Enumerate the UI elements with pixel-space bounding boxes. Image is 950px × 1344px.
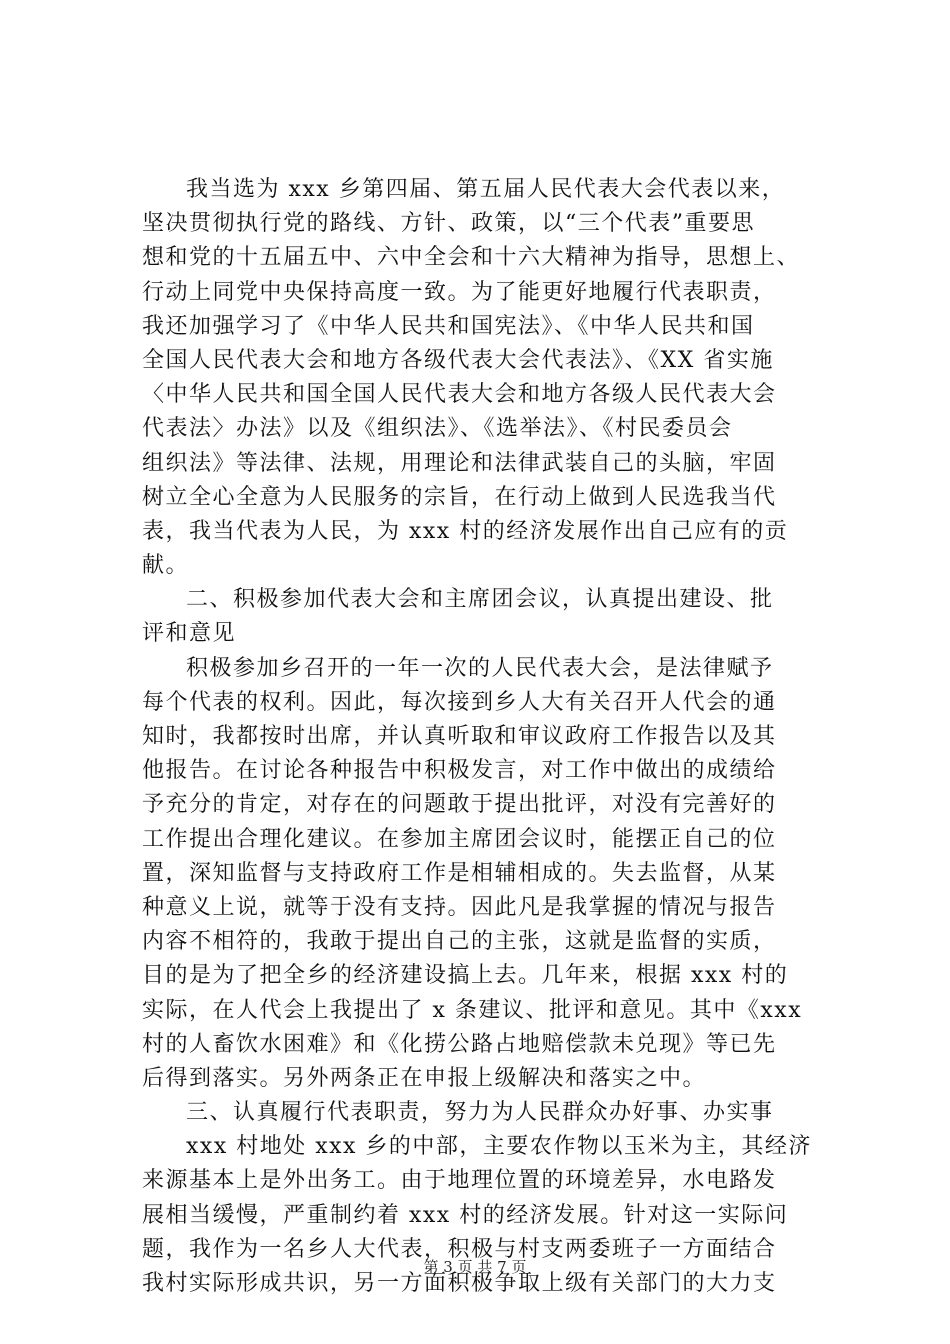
text-line: 献。: [142, 553, 190, 579]
text-line: 目的是为了把全乡的经济建设搞上去。几年来，根据 xxx 村的: [142, 963, 789, 989]
text-line: 积极参加乡召开的一年一次的人民代表大会，是法律赋予: [186, 655, 774, 681]
text-line: 村的人畜饮水困难》和《化捞公路占地赔偿款未兑现》等已先: [142, 1031, 777, 1057]
page-footer: 第 3 页 共 7 页: [423, 1258, 527, 1276]
text-line: 表，我当代表为人民，为 xxx 村的经济发展作出自己应有的贡: [142, 518, 789, 544]
text-line: 树立全心全意为人民服务的宗旨，在行动上做到人民选我当代: [142, 484, 777, 510]
text-line: 想和党的十五届五中、六中全会和十六大精神为指导，思想上、: [142, 245, 801, 271]
text-line: 来源基本上是外出务工。由于地理位置的环境差异，水电路发: [142, 1168, 777, 1194]
text-line: 实际，在人代会上我提出了 x 条建议、批评和意见。其中《xxx: [142, 997, 803, 1023]
text-line: 三、认真履行代表职责，努力为人民群众办好事、办实事: [186, 1100, 774, 1126]
text-line: 组织法》等法律、法规，用理论和法律武装自己的头脑，牢固: [142, 450, 777, 476]
text-line: 每个代表的权利。因此，每次接到乡人大有关召开人代会的通: [142, 689, 777, 715]
text-line: 评和意见: [142, 621, 237, 647]
text-line: 行动上同党中央保持高度一致。为了能更好地履行代表职责，: [142, 279, 777, 305]
text-line: 知时，我都按时出席，并认真听取和审议政府工作报告以及其: [142, 724, 777, 749]
text-line: 全国人民代表大会和地方各级代表大会代表法》、《XX 省实施: [142, 347, 774, 373]
text-line: 展相当缓慢，严重制约着 xxx 村的经济发展。针对这一实际问: [142, 1202, 789, 1228]
text-line: 他报告。在讨论各种报告中积极发言，对工作中做出的成绩给: [142, 758, 777, 784]
text-line: 题，我作为一名乡人大代表，积极与村支两委班子一方面结合: [142, 1236, 777, 1262]
text-line: 我当选为 xxx 乡第四届、第五届人民代表大会代表以来，: [186, 177, 786, 202]
document-body: [142, 173, 832, 1301]
text-line: 〈中华人民共和国全国人民代表大会和地方各级人民代表大会: [142, 382, 777, 408]
text-line: 代表法〉办法》以及《组织法》、《选举法》、《村民委员会: [142, 416, 733, 442]
text-line: 坚决贯彻执行党的路线、方针、政策，以“三个代表”重要思: [142, 211, 755, 237]
text-line: 置，深知监督与支持政府工作是相辅相成的。失去监督，从某: [142, 860, 777, 886]
text-line: 内容不相符的，我敢于提出自己的主张，这就是监督的实质，: [142, 929, 777, 955]
text-line: 我还加强学习了《中华人民共和国宪法》、《中华人民共和国: [142, 313, 755, 339]
text-line: xxx 村地处 xxx 乡的中部，主要农作物以玉米为主，其经济: [186, 1134, 812, 1160]
text-line: 予充分的肯定，对存在的问题敢于提出批评，对没有完善好的: [142, 792, 777, 818]
text-line: 我村实际形成共识，另一方面积极争取上级有关部门的大力支: [142, 1271, 777, 1296]
text-line: 后得到落实。另外两条正在申报上级解决和落实之中。: [142, 1065, 707, 1091]
text-line: 二、积极参加代表大会和主席团会议，认真提出建设、批: [186, 587, 774, 613]
text-line: 种意义上说，就等于没有支持。因此凡是我掌握的情况与报告: [142, 894, 777, 920]
text-line: 工作提出合理化建议。在参加主席团会议时，能摆正自己的位: [142, 826, 777, 852]
